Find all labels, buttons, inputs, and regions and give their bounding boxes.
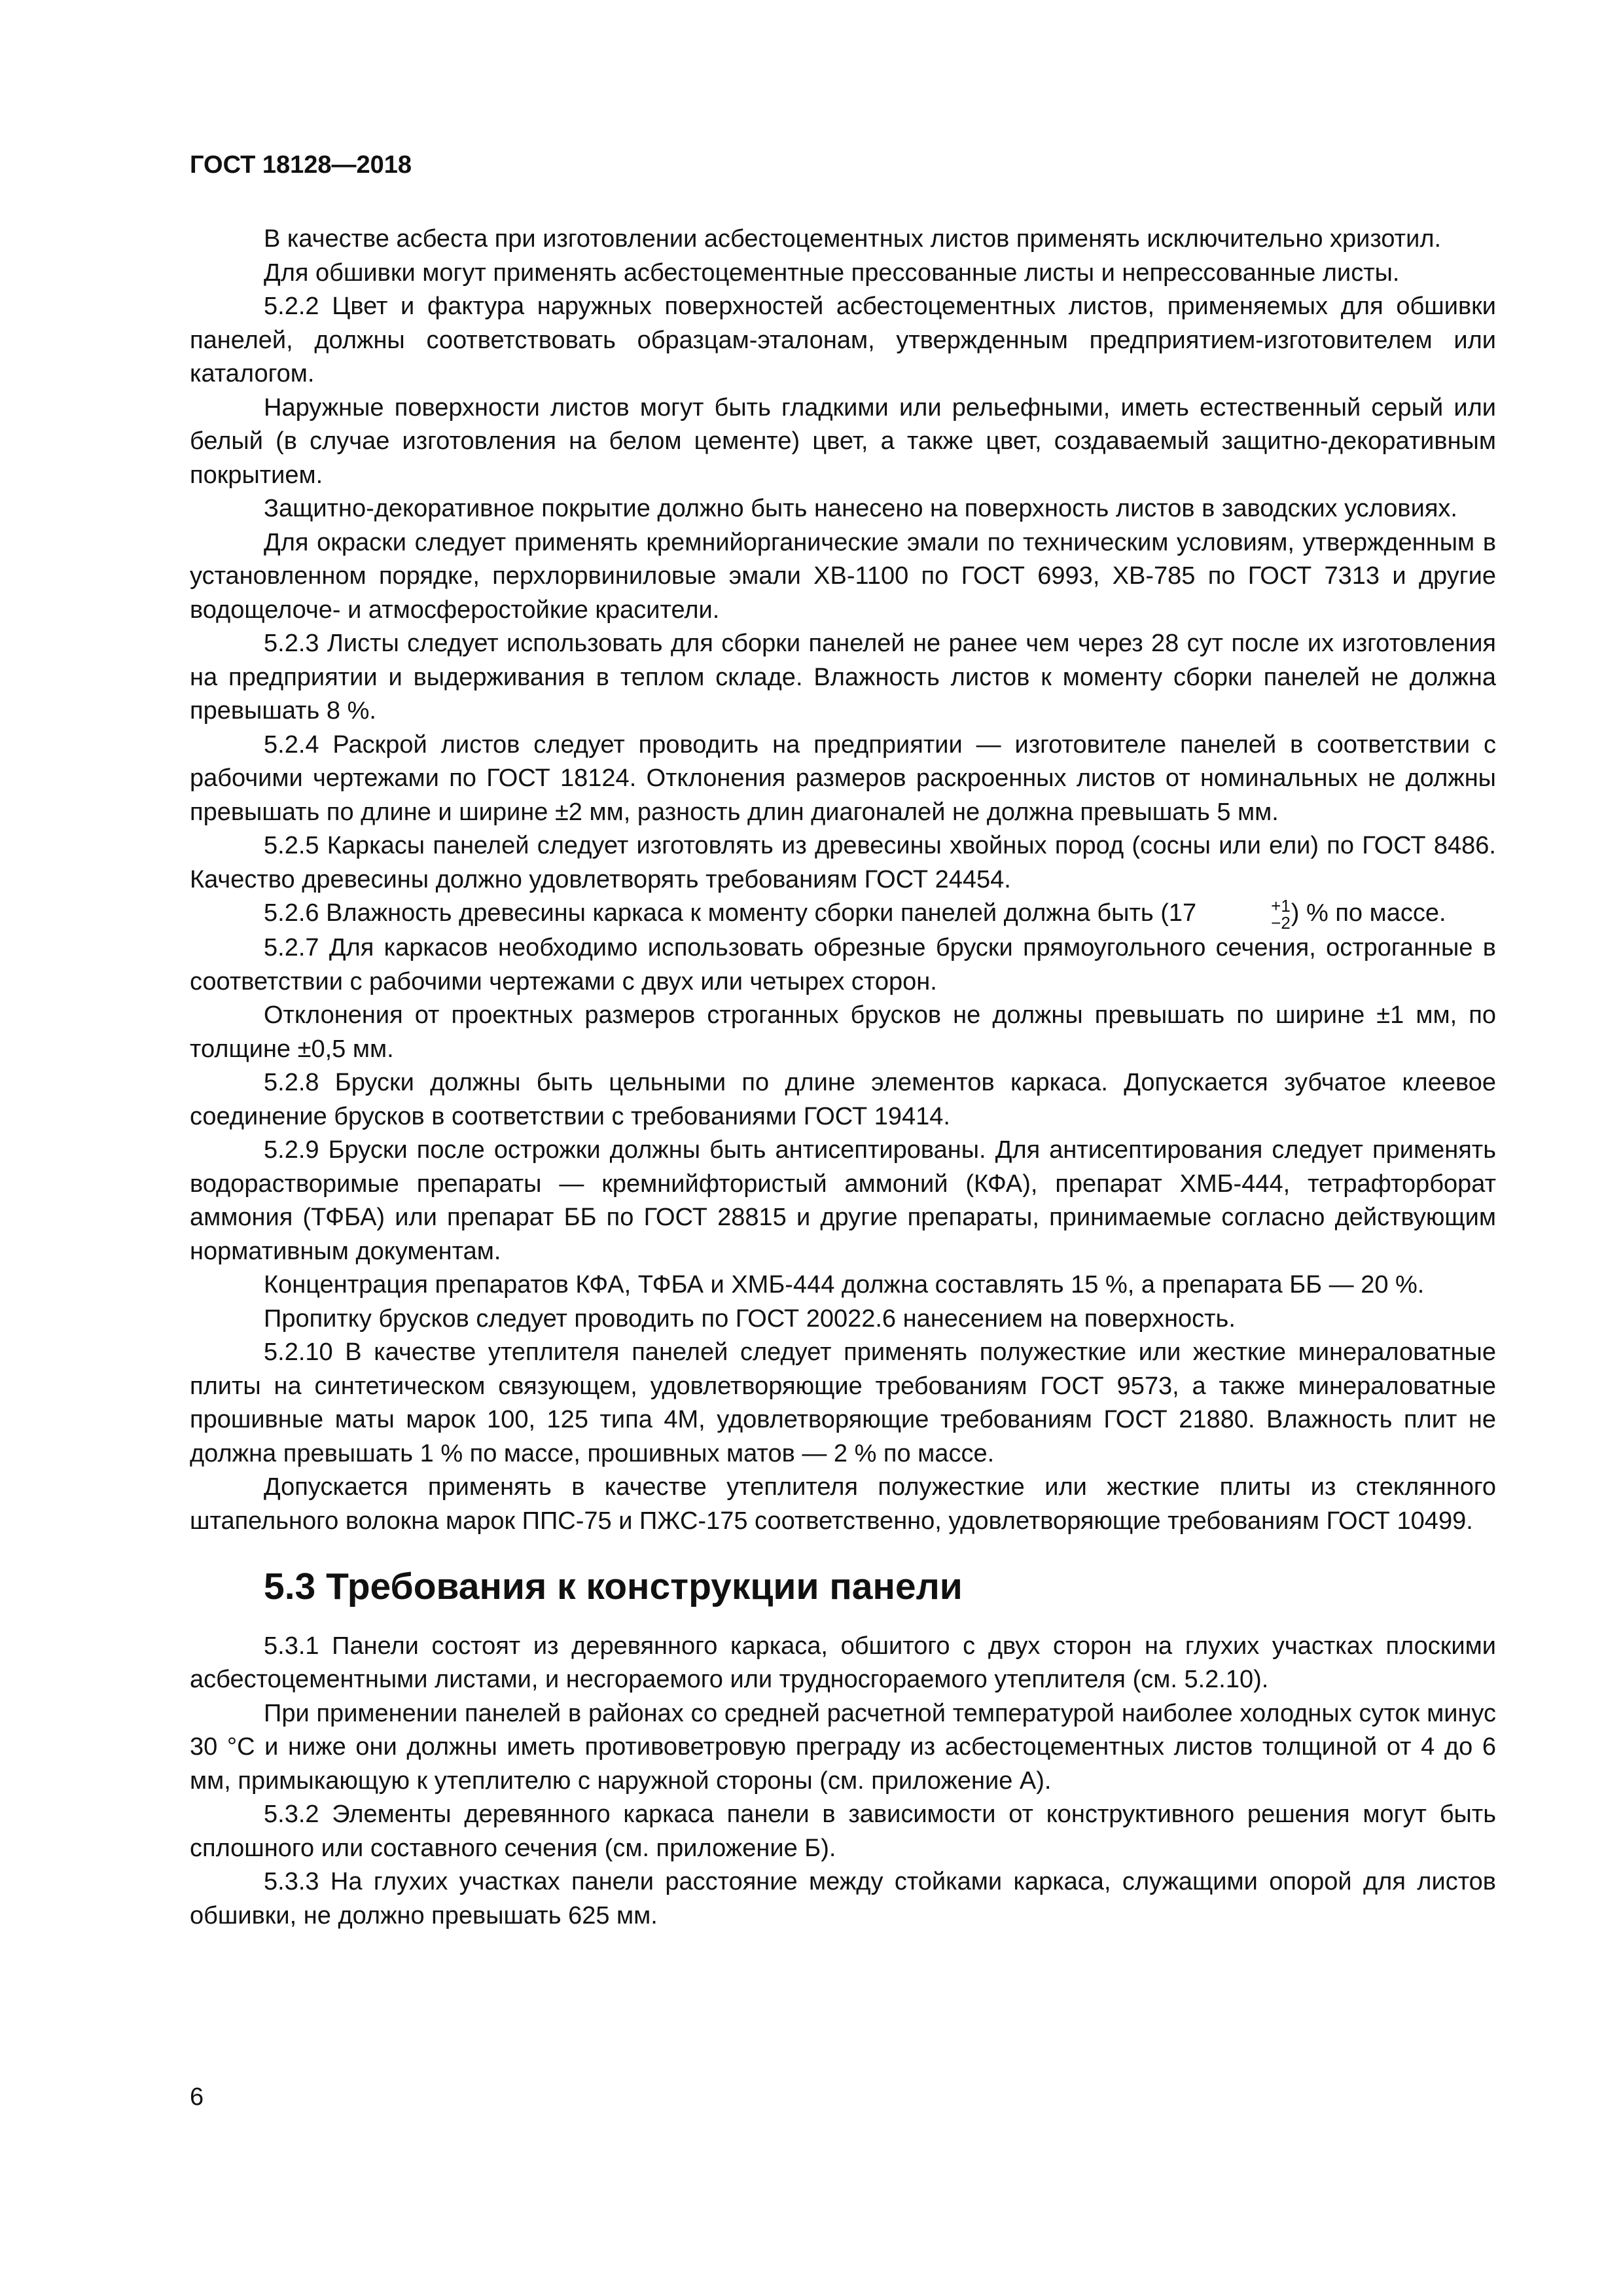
moisture-text-before: 5.2.6 Влажность древесины каркаса к моменту сборки панелей должна быть (17 — [264, 899, 1197, 927]
paragraph: Отклонения от проектных размеров строганных брусков не должны превышать по ширине ±1 мм, по толщине ±0,5 мм. — [190, 1001, 1496, 1063]
paragraph: Защитно-декоративное покрытие должно быть нанесено на поверхность листов в заводских условиях. — [264, 495, 1457, 522]
paragraph: 5.3.2 Элементы деревянного каркаса панели в зависимости от конструктивного решения могут быть сплошного или составного сечения (см. приложение Б). — [190, 1801, 1496, 1862]
paragraph: 5.2.10 В качестве утеплителя панелей следует применять полужесткие или жесткие минераловатные плиты на синтетическом связующем, удовлетворяющие требованиям ГОСТ 9573, а также минераловатные прошивные маты марок 100, 125 типа 4М, удовлетворяющие требованиям ГОСТ 21880. Влажность плит не должна превышать 1 % по массе, прошивных матов — 2 % по массе. — [190, 1338, 1496, 1467]
document-body — [190, 223, 1496, 1933]
tolerance-upper: +1 — [1271, 896, 1291, 916]
moisture-text-after: ) % по массе. — [1291, 899, 1446, 927]
paragraph: 5.2.8 Бруски должны быть цельными по длине элементов каркаса. Допускается зубчатое клеевое соединение брусков в соответствии с требованиями ГОСТ 19414. — [190, 1069, 1496, 1130]
paragraph: Пропитку брусков следует проводить по ГОСТ 20022.6 нанесением на поверхность. — [264, 1304, 1236, 1333]
paragraph: 5.2.2 Цвет и фактура наружных поверхностей асбестоцементных листов, применяемых для обшивки панелей, должны соответствовать образцам-эталонам, утвержденным предприятием-изготовителем или каталогом. — [190, 293, 1496, 387]
section-heading: 5.3 Требования к конструкции панели — [264, 1566, 963, 1607]
paragraph: В качестве асбеста при изготовлении асбестоцементных листов применять исключительно хризотил. — [264, 225, 1442, 253]
paragraph: Для обшивки могут применять асбестоцементные прессованные листы и непрессованные листы. — [264, 259, 1400, 287]
paragraph: Допускается применять в качестве утеплителя полужесткие или жесткие плиты из стеклянного штапельного волокна марок ППС-75 и ПЖС-175 соответственно, удовлетворяющие требованиям ГОСТ 10499. — [190, 1473, 1496, 1535]
paragraph: 5.2.3 Листы следует использовать для сборки панелей не ранее чем через 28 сут после их изготовления на предприятии и выдерживания в теплом складе. Влажность листов к моменту сборки панелей не должна превышать 8 %. — [190, 630, 1496, 725]
paragraph: 5.2.9 Бруски после острожки должны быть антисептированы. Для антисептирования следует применять водорастворимые препараты — кремнийфтористый аммоний (КФА), препарат ХМБ-444, тетрафторборат аммония (ТФБА) или препарат ББ по ГОСТ 28815 и другие препараты, принимаемые согласно действующим нормативным документам. — [190, 1136, 1496, 1265]
moisture-tolerance — [1197, 897, 1291, 931]
paragraph: Наружные поверхности листов могут быть гладкими или рельефными, иметь естественный серый или белый (в случае изготовления на белом цементе) цвет, а также цвет, создаваемый защитно-декоративным покрытием. — [190, 393, 1496, 489]
paragraph: 5.2.7 Для каркасов необходимо использовать обрезные бруски прямоугольного сечения, остроганные в соответствии с рабочими чертежами с двух или четырех сторон. — [190, 934, 1496, 996]
page-number: 6 — [190, 2083, 204, 2111]
paragraph: 5.3.3 На глухих участках панели расстояние между стойками каркаса, служащими опорой для листов обшивки, не должно превышать 625 мм. — [190, 1868, 1496, 1929]
paragraph: При применении панелей в районах со средней расчетной температурой наиболее холодных суток минус 30 °С и ниже они должны иметь противоветровую преграду из асбестоцементных листов толщиной от 4 до 6 мм, примыкающую к утеплителю с наружной стороны (см. приложение А). — [190, 1699, 1496, 1795]
paragraph: Для окраски следует применять кремнийорганические эмали по техническим условиям, утвержденным в установленном порядке, перхлорвиниловые эмали ХВ-1100 по ГОСТ 6993, ХВ-785 по ГОСТ 7313 и другие водощелоче- и атмосферостойкие красители. — [190, 528, 1496, 624]
paragraph: 5.3.1 Панели состоят из деревянного каркаса, обшитого с двух сторон на глухих участках плоскими асбестоцементными листами, и несгораемого или трудносгораемого утеплителя (см. 5.2.10). — [190, 1632, 1496, 1693]
paragraph: 5.2.4 Раскрой листов следует проводить на предприятии — изготовителе панелей в соответствии с рабочими чертежами по ГОСТ 18124. Отклонения размеров раскроенных листов от номинальных не должны превышать по длине и ширине ±2 мм, разность длин диагоналей не должна превышать 5 мм. — [190, 730, 1496, 826]
paragraph: Концентрация препаратов КФА, ТФБА и ХМБ-444 должна составлять 15 %, а препарата ББ — 20 %. — [264, 1271, 1425, 1299]
moisture-paragraph — [190, 897, 1496, 931]
document-header: ГОСТ 18128—2018 — [190, 151, 412, 179]
paragraph: 5.2.5 Каркасы панелей следует изготовлять из древесины хвойных пород (сосны или ели) по ГОСТ 8486. Качество древесины должно удовлетворять требованиям ГОСТ 24454. — [190, 832, 1496, 893]
tolerance-lower: −2 — [1271, 913, 1291, 933]
